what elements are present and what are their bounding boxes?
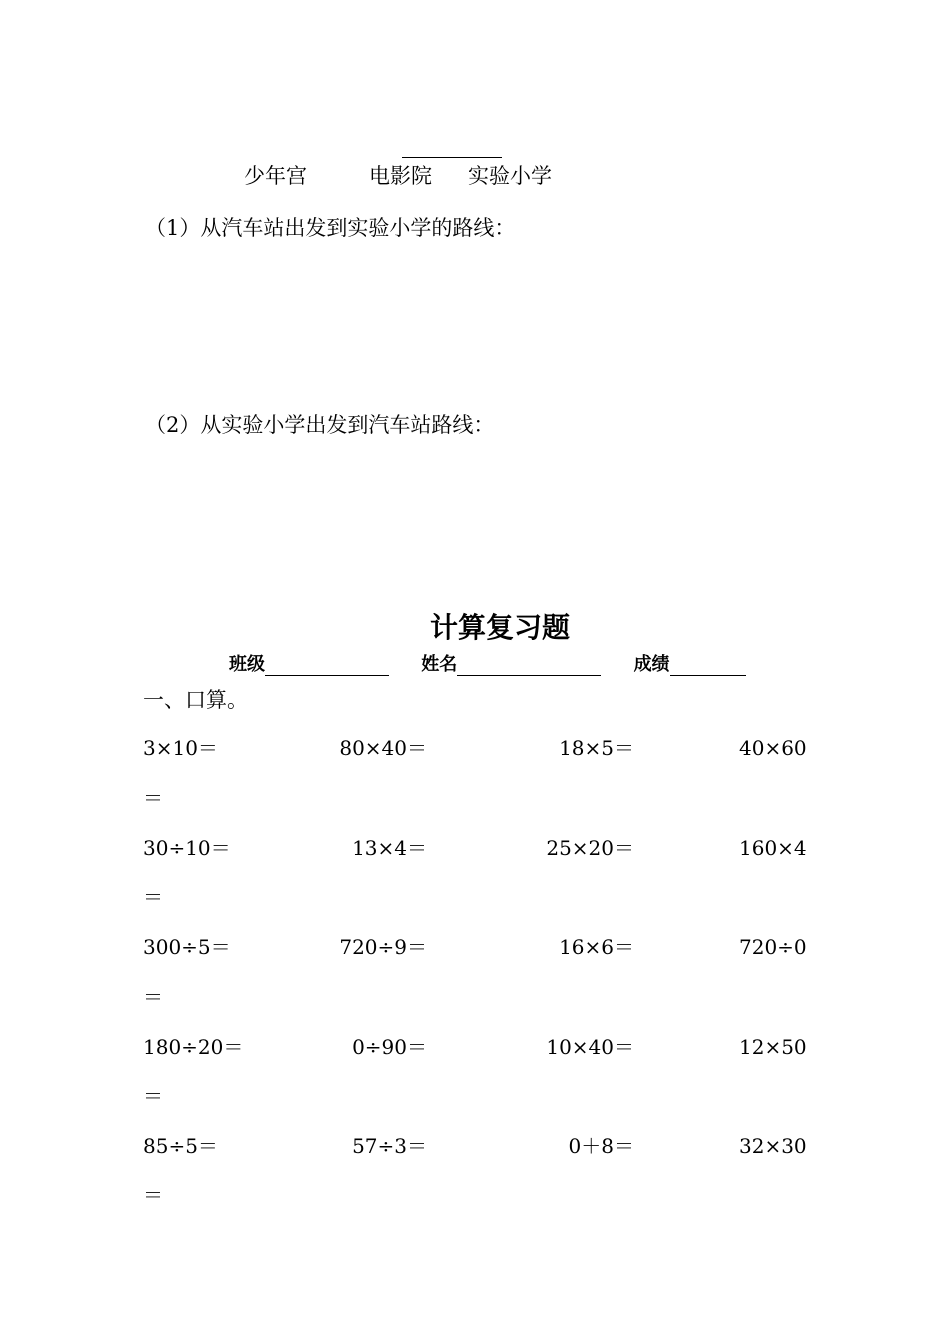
problem: 10×40＝ [546, 1035, 634, 1059]
problem-row [0, 834, 950, 864]
question-1: （1）从汽车站出发到实验小学的路线： [145, 216, 516, 240]
problem-wrap: ＝ [143, 1084, 163, 1108]
problem: 160×4 [739, 836, 807, 860]
problem-wrap: ＝ [143, 885, 163, 909]
map-label-youth-palace: 少年宫 [244, 164, 307, 188]
problem: 85÷5＝ [143, 1134, 218, 1158]
problem: 0÷90＝ [352, 1035, 427, 1059]
map-label-school: 实验小学 [468, 164, 552, 188]
problem: 30÷10＝ [143, 836, 231, 860]
problem-row [0, 1132, 950, 1162]
problem: 0＋8＝ [568, 1134, 634, 1158]
problem: 16×6＝ [559, 935, 634, 959]
student-fields [229, 650, 746, 676]
problem: 720÷0 [739, 935, 807, 959]
question-2: （2）从实验小学出发到汽车站路线： [145, 413, 495, 437]
problem: 18×5＝ [559, 736, 634, 760]
score-blank[interactable] [670, 657, 746, 676]
problem: 57÷3＝ [352, 1134, 427, 1158]
problem-wrap: ＝ [143, 786, 163, 810]
problem: 3×10＝ [143, 736, 218, 760]
problem: 720÷9＝ [339, 935, 427, 959]
map-label-cinema: 电影院 [369, 164, 432, 188]
problem: 180÷20＝ [143, 1035, 244, 1059]
name-label: 姓名 [421, 654, 458, 675]
section-heading: 一、口算。 [143, 688, 248, 712]
name-blank[interactable] [457, 657, 601, 676]
problem-wrap: ＝ [143, 985, 163, 1009]
page-title: 计算复习题 [430, 611, 571, 644]
problem: 13×4＝ [352, 836, 427, 860]
problem: 40×60 [739, 736, 807, 760]
problem: 80×40＝ [339, 736, 427, 760]
problem-wrap: ＝ [143, 1183, 163, 1207]
problem: 300÷5＝ [143, 935, 231, 959]
map-line [402, 157, 502, 158]
problem: 32×30 [739, 1134, 807, 1158]
problem-row [0, 734, 950, 764]
map-labels [0, 162, 950, 192]
problem: 12×50 [739, 1035, 807, 1059]
class-blank[interactable] [265, 657, 389, 676]
class-label: 班级 [229, 654, 265, 675]
problem: 25×20＝ [546, 836, 634, 860]
score-label: 成绩 [633, 654, 670, 675]
problem-row [0, 1033, 950, 1063]
problem-row [0, 933, 950, 963]
